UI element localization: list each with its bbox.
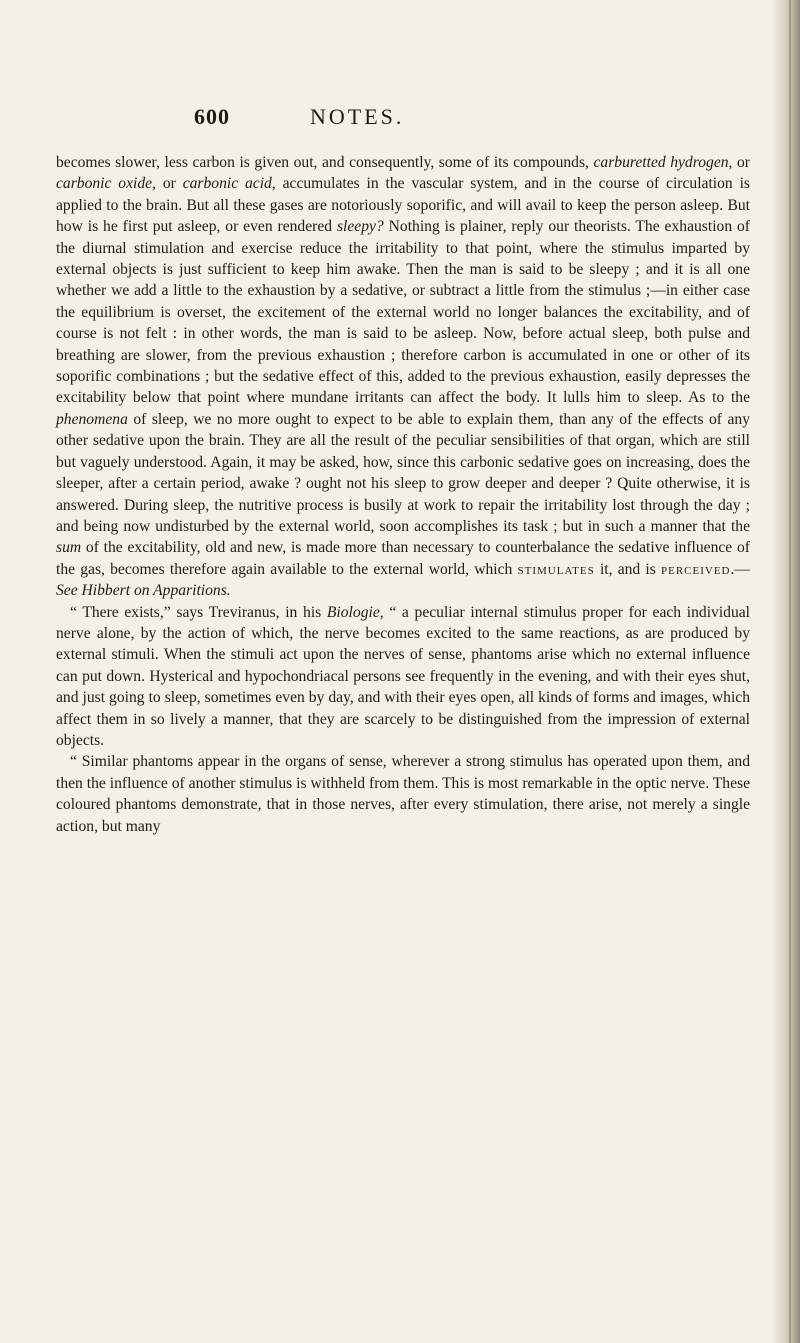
running-head: NOTES. [310, 104, 405, 129]
small-caps-text: perceived [661, 560, 731, 578]
text-run: , accumulates in the vascular system, and in the course of circulation is applied to the brain. But all these gases are notoriously soporific, and will avail to keep the person asleep. But how is he first put asleep, or even rendered [56, 175, 750, 236]
paragraph [56, 602, 750, 752]
text-run: becomes slower, less carbon is given out, and consequently, some of its compounds, [56, 154, 594, 171]
italic-text: carburetted hydrogen [593, 154, 729, 171]
text-run: Nothing is plainer, reply our theorists. The exhaustion of the diurnal stimulation and exercise reduce the irritability to that point, where the stimulus imparted by external objects is just sufficient to keep him awake. Then the man is said to be sleepy ; and it is all one whether we add a little to the exhaustion by a sedative, or subtract a little from the stimulus ;—in either case the equilibrium is overset, the excitement of the external world no longer balances the excitability, and of course is not felt : in other words, the man is said to be asleep. Now, before actual sleep, both pulse and breathing are slower, from the previous exhaustion ; therefore carbon is accumulated in one or other of its soporific combinations ; but the sedative effect of this, added to the previous exhaustion, easily depresses the excitability below that point where mundane irritants can affect the body. It lulls him to sleep. As to the [56, 218, 751, 407]
text-run: “ Similar phantoms appear in the organs of sense, wherever a strong stimulus has operated upon them, and then the influence of another stimulus is withheld from them. This is most remarkable in the optic nerve. These coloured phantoms demonstrate, that in those nerves, after every stimulation, there arise, not merely a single action, but many [56, 753, 750, 835]
italic-text: carbonic acid [182, 175, 272, 193]
text-run: , “ a peculiar internal stimulus proper for each individual nerve alone, by the action of which, the nerve becomes excited to the same reactions, as are produced by external stimuli. When the stimuli act upon the nerves of sense, phantoms arise which no external influence can put down. Hysterical and hypochondriacal persons see frequently in the evening, and with their eyes shut, and just going to sleep, sometimes even by day, and with their eyes open, all kinds of forms and images, which affect them in so lively a manner, that they are scarcely to be distinguished from the impression of external objects. [56, 603, 751, 749]
text-run: , or [728, 154, 750, 171]
paragraph [56, 152, 750, 602]
page-header [194, 104, 594, 134]
text-run: , or [152, 175, 183, 193]
body-text [56, 152, 750, 837]
page-edge-line [789, 0, 791, 1343]
page-edge-shadow [772, 0, 800, 1343]
page-number: 600 [194, 104, 230, 129]
text-run: of the excitability, old and new, is made more than necessary to counterbalance the sedative influence of the gas, becomes therefore again available to the external world, which [56, 539, 750, 578]
italic-text: Biologie [326, 603, 380, 621]
italic-text: sum [56, 539, 82, 557]
text-run: of sleep, we no more ought to expect to be able to explain them, than any of the effects of any other sedative upon the brain. They are all the result of the peculiar sensibilities of that organ, which are still but vaguely understood. Again, it may be asked, how, since this carbonic sedative goes on increasing, does the sleeper, after a certain period, awake ? ought not his sleep to grow deeper and deeper ? Quite otherwise, it is answered. During sleep, the nutritive process is busily at work to repair the irritability lost through the day ; and being now undisturbed by the external world, soon accomplishes its task ; but in such a manner that the [56, 410, 750, 535]
text-run: “ There exists,” says Treviranus, in his [70, 603, 327, 621]
small-caps-text: stimulates [517, 560, 595, 578]
paragraph [56, 751, 750, 837]
italic-text: See Hibbert on Apparitions. [56, 582, 231, 600]
italic-text: sleepy? [336, 218, 384, 236]
text-run: it, and is [594, 560, 661, 578]
italic-text: phenomena [56, 410, 128, 428]
text-run: .— [730, 560, 750, 578]
italic-text: carbonic oxide [56, 175, 153, 193]
